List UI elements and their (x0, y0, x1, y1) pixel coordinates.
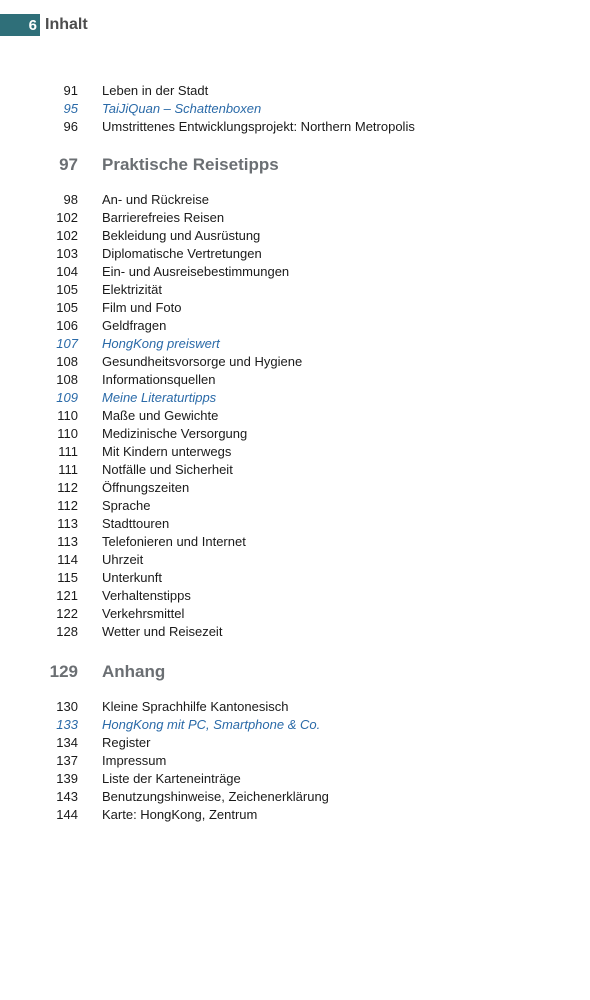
page-number: 6 (28, 16, 37, 34)
toc-entry-title: Barrierefreies Reisen (102, 210, 225, 225)
toc-entry-title: Uhrzeit (102, 552, 144, 567)
toc-entry-page: 113 (57, 534, 78, 549)
toc-entry-highlight[interactable] (0, 335, 590, 353)
toc-entry-page: 139 (56, 771, 78, 786)
toc-section-heading[interactable] (0, 660, 590, 684)
toc-entry[interactable] (0, 533, 590, 551)
toc-section-page: 129 (49, 662, 78, 681)
toc-section-title: Anhang (102, 662, 166, 681)
toc-entry-page: 111 (58, 444, 78, 459)
toc-entry-title: Umstrittenes Entwicklungsprojekt: Northern Metropolis (102, 119, 415, 134)
toc-entry[interactable] (0, 407, 590, 425)
toc-entry[interactable] (0, 515, 590, 533)
toc-entry[interactable] (0, 425, 590, 443)
toc-entry-title: Verhaltenstipps (102, 588, 191, 603)
toc-entry-page: 96 (63, 119, 78, 134)
toc-entry[interactable] (0, 479, 590, 497)
toc-entry[interactable] (0, 497, 590, 515)
toc-entry-page: 133 (56, 717, 78, 732)
toc-entry-title: Telefonieren und Internet (102, 534, 246, 549)
toc-entry-page: 115 (57, 570, 78, 585)
toc-entry-page: 105 (56, 282, 78, 297)
toc-entry-title: Kleine Sprachhilfe Kantonesisch (102, 699, 289, 714)
toc-entry-page: 113 (57, 516, 78, 531)
toc-entry-page: 112 (57, 498, 78, 513)
toc-entry-page: 91 (63, 83, 78, 98)
toc-entry-title: Geldfragen (102, 318, 167, 333)
toc-entry-title: Mit Kindern unterwegs (102, 444, 232, 459)
toc-entry-title: Notfälle und Sicherheit (102, 462, 233, 477)
toc-entry[interactable] (0, 698, 590, 716)
toc-entry-title: Verkehrsmittel (102, 606, 185, 621)
toc-entry-page: 106 (56, 318, 78, 333)
toc-entry-page: 107 (56, 336, 78, 351)
toc-section-title: Praktische Reisetipps (102, 155, 279, 174)
toc-entry[interactable] (0, 82, 590, 100)
toc-entry-page: 134 (56, 735, 78, 750)
toc-entry-title: HongKong mit PC, Smartphone & Co. (102, 717, 321, 732)
toc-entry-highlight[interactable] (0, 716, 590, 734)
toc-entry-title: Diplomatische Vertretungen (102, 246, 262, 261)
toc-entry[interactable] (0, 623, 590, 641)
toc-entry-page: 122 (56, 606, 78, 621)
toc-entry[interactable] (0, 353, 590, 371)
toc-entry-title: Wetter und Reisezeit (102, 624, 223, 639)
toc-entry-page: 128 (56, 624, 78, 639)
toc-entry[interactable] (0, 118, 590, 136)
toc-entry[interactable] (0, 587, 590, 605)
toc-entry[interactable] (0, 770, 590, 788)
toc-entry[interactable] (0, 551, 590, 569)
toc-entry-title: Liste der Karteneinträge (102, 771, 241, 786)
toc-entry-page: 105 (56, 300, 78, 315)
toc-entry[interactable] (0, 191, 590, 209)
toc-entry-page: 98 (63, 192, 78, 207)
toc-entry-title: Ein- und Ausreisebestimmungen (102, 264, 290, 279)
toc-entry-title: Medizinische Versorgung (102, 426, 248, 441)
toc-entry-title: Unterkunft (102, 570, 162, 585)
toc-entry[interactable] (0, 227, 590, 245)
toc-entry[interactable] (0, 569, 590, 587)
toc-entry[interactable] (0, 371, 590, 389)
toc-entry-page: 111 (58, 462, 78, 477)
toc-entry[interactable] (0, 788, 590, 806)
toc-entry-title: Register (102, 735, 151, 750)
toc-entry[interactable] (0, 734, 590, 752)
toc-entry-title: Impressum (102, 753, 167, 768)
toc-entry-page: 109 (56, 390, 78, 405)
toc-entry-title: HongKong preiswert (102, 336, 220, 351)
toc-entry-page: 102 (56, 210, 78, 225)
toc-entry-title: Stadttouren (102, 516, 170, 531)
page-header (0, 14, 88, 36)
toc-entry-page: 130 (56, 699, 78, 714)
toc-entry-page: 137 (56, 753, 78, 768)
toc-entry-title: Informationsquellen (102, 372, 216, 387)
toc-entry-title: Meine Literaturtipps (102, 390, 217, 405)
toc-entry[interactable] (0, 605, 590, 623)
toc-entry-page: 143 (56, 789, 78, 804)
toc-entry[interactable] (0, 299, 590, 317)
toc-entry-title: Leben in der Stadt (102, 83, 209, 98)
toc-entry-highlight[interactable] (0, 100, 590, 118)
toc-entry[interactable] (0, 443, 590, 461)
toc-entry-title: Öffnungszeiten (102, 480, 190, 495)
toc-entry-title: TaiJiQuan – Schattenboxen (102, 101, 262, 116)
toc-entry-title: Sprache (102, 498, 151, 513)
toc-entry-title: An- und Rückreise (102, 192, 209, 207)
toc-entry-page: 108 (56, 354, 78, 369)
toc-section-heading[interactable] (0, 153, 590, 177)
toc-section-page: 97 (59, 155, 78, 174)
toc-entry[interactable] (0, 263, 590, 281)
toc-entry-page: 108 (56, 372, 78, 387)
toc-entry-title: Film und Foto (102, 300, 182, 315)
toc-entry[interactable] (0, 281, 590, 299)
toc-entry-page: 95 (63, 101, 78, 116)
toc-entry-page: 121 (56, 588, 78, 603)
toc-entry-page: 110 (57, 408, 78, 423)
toc-entry-page: 144 (56, 807, 78, 822)
toc-entry[interactable] (0, 209, 590, 227)
toc-entry-title: Benutzungshinweise, Zeichenerklärung (102, 789, 329, 804)
toc-entry-page: 104 (56, 264, 78, 279)
page-number-badge (0, 14, 40, 36)
toc-entry-title: Gesundheitsvorsorge und Hygiene (102, 354, 303, 369)
page-title: Inhalt (45, 16, 88, 33)
toc-entry-page: 103 (56, 246, 78, 261)
toc-entry-title: Bekleidung und Ausrüstung (102, 228, 261, 243)
toc-entry-page: 114 (57, 552, 78, 567)
toc-entry[interactable] (0, 752, 590, 770)
toc-entry[interactable] (0, 317, 590, 335)
toc-entry-title: Elektrizität (102, 282, 162, 297)
toc-entry-page: 102 (56, 228, 78, 243)
toc-entry-page: 110 (57, 426, 78, 441)
toc-entry[interactable] (0, 806, 590, 824)
toc-entry-title: Karte: HongKong, Zentrum (102, 807, 258, 822)
toc-entry-highlight[interactable] (0, 389, 590, 407)
toc-entry[interactable] (0, 245, 590, 263)
toc-entry-page: 112 (57, 480, 78, 495)
toc-entry-title: Maße und Gewichte (102, 408, 219, 423)
toc-entry[interactable] (0, 461, 590, 479)
